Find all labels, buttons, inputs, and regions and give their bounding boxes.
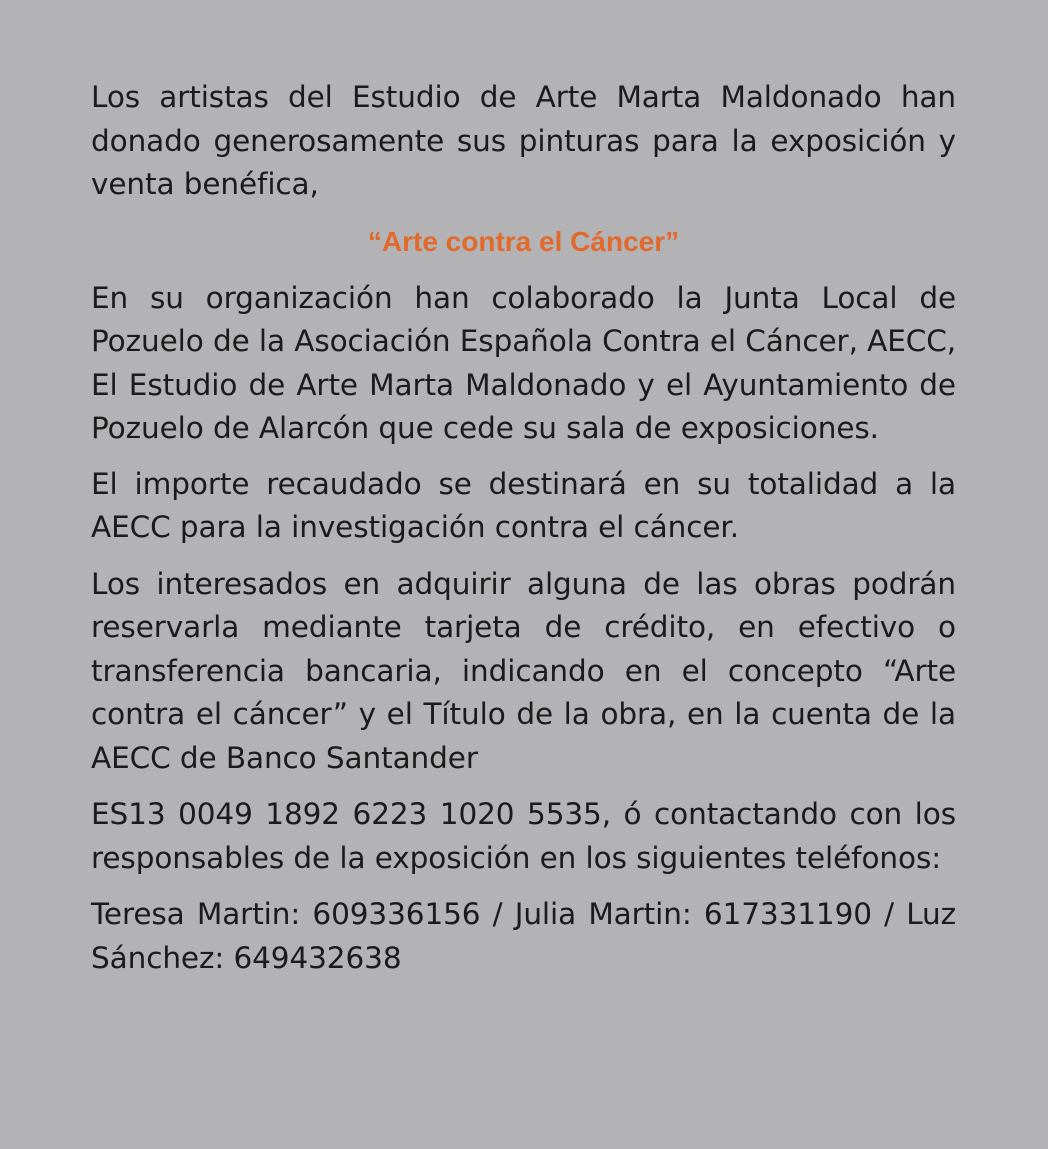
document-body [91, 76, 956, 980]
reservation-paragraph: Los interesados en adquirir alguna de las obras podrán reservarla mediante tarjeta de crédito, en efectivo o transferencia bancaria, indicando en el concepto “Arte contra el cáncer” y el Título de la obra, en la cuenta de la AECC de Banco Santander [91, 566, 956, 775]
event-title: “Arte contra el Cáncer” [367, 225, 680, 257]
organization-paragraph: En su organización han colaborado la Junta Local de Pozuelo de la Asociación Española Contra el Cáncer, AECC, El Estudio de Arte Marta Maldonado y el Ayuntamiento de Pozuelo de Alarcón que cede su sala de exposiciones. [91, 280, 957, 445]
intro-paragraph: Los artistas del Estudio de Arte Marta Maldonado han donado generosamente sus pinturas para la exposición y venta benéfica, [91, 80, 956, 201]
phones-paragraph: Teresa Martin: 609336156 / Julia Martin: 617331190 / Luz Sánchez: 649432638 [91, 897, 956, 975]
proceeds-paragraph: El importe recaudado se destinará en su totalidad a la AECC para la investigación contra el cáncer. [91, 466, 956, 544]
account-paragraph: ES13 0049 1892 6223 1020 5535, ó contactando con los responsables de la exposición en los siguientes teléfonos: [91, 797, 956, 875]
